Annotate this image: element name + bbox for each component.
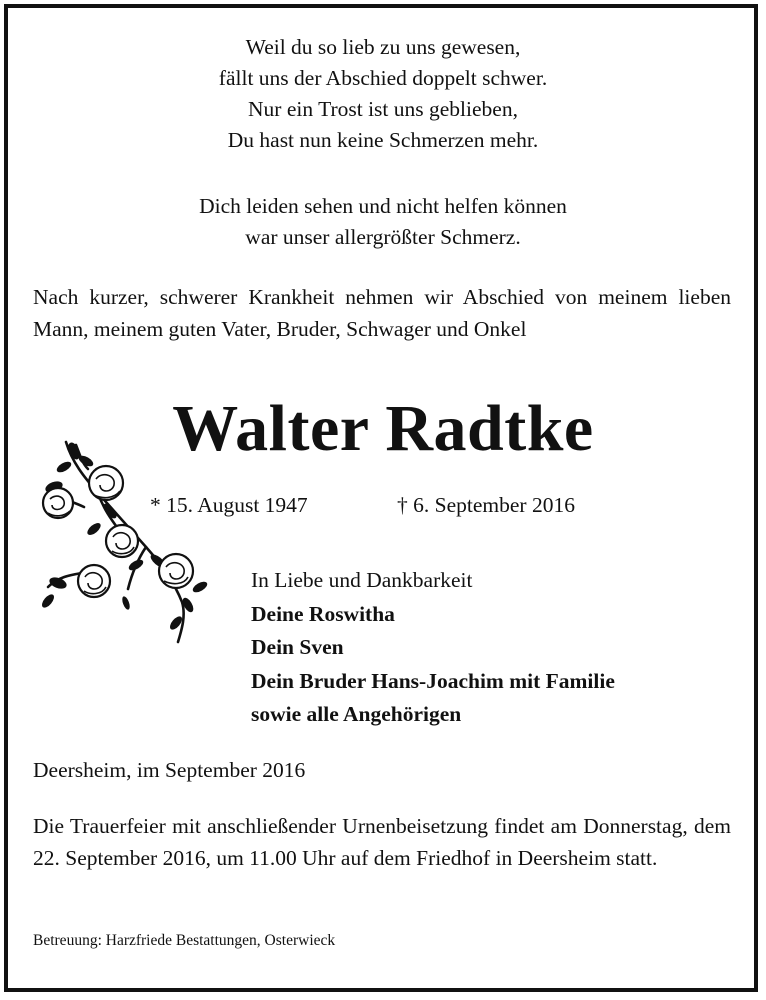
undertaker-credit: Betreuung: Harzfriede Bestattungen, Osterwieck (33, 932, 336, 949)
poem-stanza-1 (0, 32, 766, 156)
mourner-name: Dein Sven (251, 635, 344, 659)
intro-text: Nach kurzer, schwerer Krankheit nehmen wir Abschied von meinem lieben Mann, meinem guten Vater, Bruder, Schwager und Onkel (33, 285, 731, 341)
poem-stanza-2 (0, 191, 766, 253)
birth-date: * 15. August 1947 (150, 493, 308, 517)
mourner-name: Dein Bruder Hans-Joachim mit Familie (251, 668, 615, 693)
poem-line: fällt uns der Abschied doppelt schwer. (218, 66, 548, 90)
ceremony-text: Die Trauerfeier mit anschließender Urnenbeisetzung findet am Donnerstag, dem 22. September 2016, um 11.00 Uhr auf dem Friedhof in Deersheim statt. (33, 814, 731, 870)
signoff-block (251, 564, 615, 732)
poem-line: Dich leiden sehen und nicht helfen können (199, 194, 567, 218)
death-date: † 6. September 2016 (397, 493, 575, 517)
mourner-name: sowie alle Angehörigen (251, 702, 462, 726)
poem-line: Weil du so lieb zu uns gewesen, (245, 35, 521, 59)
poem-line: Nur ein Trost ist uns geblieben, (248, 97, 518, 121)
poem-line: Du hast nun keine Schmerzen mehr. (227, 128, 539, 152)
roses-icon (36, 437, 214, 647)
mourner-name: Deine Roswitha (251, 601, 395, 626)
place-date: Deersheim, im September 2016 (33, 758, 306, 782)
signoff-lead: In Liebe und Dankbarkeit (251, 568, 473, 592)
poem-line: war unser allergrößter Schmerz. (245, 225, 521, 249)
deceased-name: Walter Radtke (172, 392, 594, 465)
